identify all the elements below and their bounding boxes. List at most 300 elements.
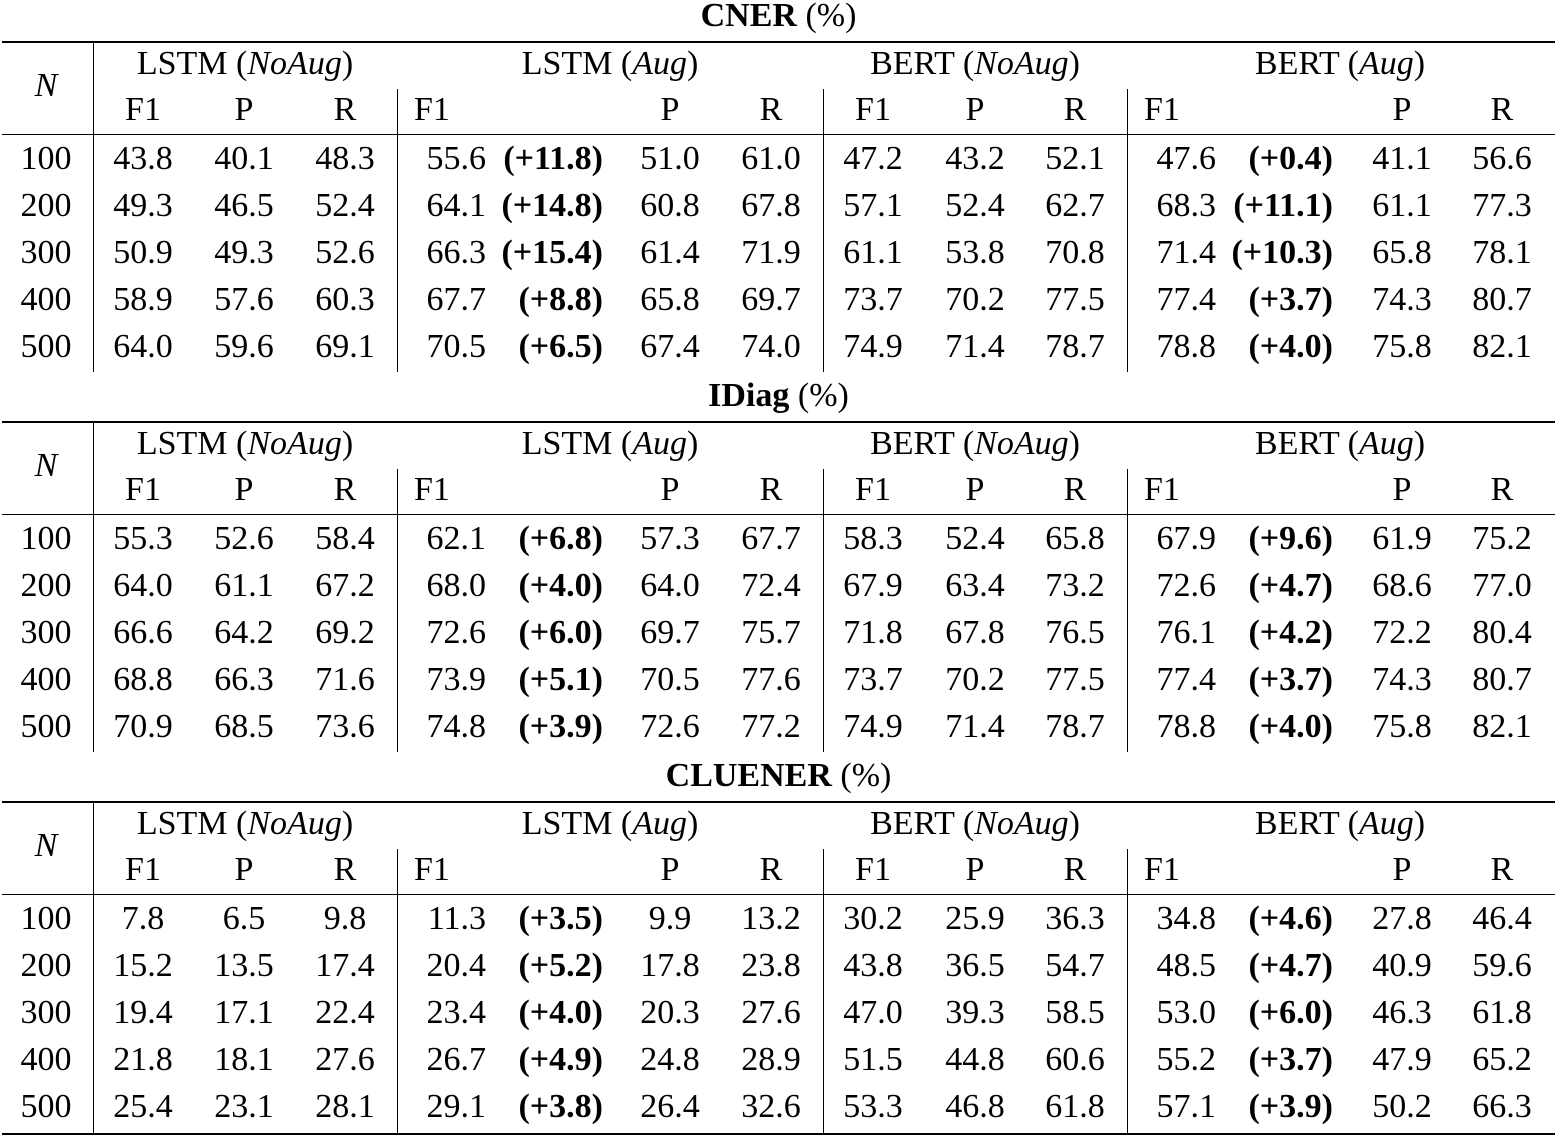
section-unit: (%) bbox=[840, 757, 892, 794]
metric-header: F1 bbox=[855, 91, 891, 128]
metric-value: 54.7 bbox=[1045, 947, 1105, 984]
metric-value: 57.1 bbox=[843, 187, 903, 224]
metric-value: 58.5 bbox=[1045, 994, 1105, 1031]
model-group-header: LSTM (Aug) bbox=[521, 45, 699, 82]
metric-header: P bbox=[965, 91, 985, 128]
delta-value: (+5.1) bbox=[518, 661, 603, 698]
delta-value: (+10.3) bbox=[1231, 234, 1333, 271]
metric-value: 27.8 bbox=[1372, 900, 1432, 937]
section-unit: (%) bbox=[797, 377, 849, 414]
model-group-header: LSTM (NoAug) bbox=[136, 45, 354, 82]
metric-value: 15.2 bbox=[113, 947, 173, 984]
metric-value: 46.8 bbox=[945, 1088, 1005, 1125]
metric-header: F1 bbox=[855, 851, 891, 888]
metric-value: 67.7 bbox=[426, 281, 486, 318]
model-group-header: LSTM (NoAug) bbox=[136, 425, 354, 462]
metric-header: P bbox=[1392, 851, 1412, 888]
metric-value: 78.8 bbox=[1156, 328, 1216, 365]
metric-value: 76.1 bbox=[1156, 614, 1216, 651]
metric-value: 20.3 bbox=[640, 994, 700, 1031]
metric-value: 53.8 bbox=[945, 234, 1005, 271]
n-value: 200 bbox=[20, 947, 72, 984]
delta-value: (+4.0) bbox=[1248, 328, 1333, 365]
metric-value: 82.1 bbox=[1472, 328, 1532, 365]
metric-value: 13.5 bbox=[214, 947, 274, 984]
model-variant: Aug bbox=[1358, 425, 1414, 462]
metric-header: R bbox=[1063, 471, 1087, 508]
metric-value: 66.6 bbox=[113, 614, 173, 651]
column-divider bbox=[1127, 89, 1128, 372]
metric-header: P bbox=[1392, 91, 1412, 128]
metric-value: 67.8 bbox=[945, 614, 1005, 651]
n-value: 500 bbox=[20, 1088, 72, 1125]
metric-value: 58.4 bbox=[315, 520, 375, 557]
metric-value: 74.9 bbox=[843, 328, 903, 365]
header-rule bbox=[2, 514, 1555, 515]
metric-value: 75.8 bbox=[1372, 328, 1432, 365]
metric-value: 55.2 bbox=[1156, 1041, 1216, 1078]
metric-value: 40.1 bbox=[214, 140, 274, 177]
metric-header: P bbox=[660, 851, 680, 888]
metric-value: 49.3 bbox=[214, 234, 274, 271]
metric-value: 61.0 bbox=[741, 140, 801, 177]
metric-value: 36.3 bbox=[1045, 900, 1105, 937]
metric-value: 71.8 bbox=[843, 614, 903, 651]
metric-value: 57.6 bbox=[214, 281, 274, 318]
metric-value: 67.4 bbox=[640, 328, 700, 365]
metric-value: 61.9 bbox=[1372, 520, 1432, 557]
metric-value: 66.3 bbox=[1472, 1088, 1532, 1125]
metric-value: 29.1 bbox=[426, 1088, 486, 1125]
section-title bbox=[0, 758, 1557, 794]
delta-value: (+3.9) bbox=[518, 708, 603, 745]
model-name: BERT bbox=[870, 805, 955, 842]
metric-header: P bbox=[1392, 471, 1412, 508]
metric-value: 47.9 bbox=[1372, 1041, 1432, 1078]
metric-value: 11.3 bbox=[427, 900, 486, 937]
metric-value: 70.2 bbox=[945, 661, 1005, 698]
metric-value: 50.2 bbox=[1372, 1088, 1432, 1125]
metric-value: 69.7 bbox=[741, 281, 801, 318]
delta-value: (+0.4) bbox=[1248, 140, 1333, 177]
metric-value: 67.2 bbox=[315, 567, 375, 604]
model-group-header: BERT (NoAug) bbox=[870, 425, 1080, 462]
metric-value: 73.7 bbox=[843, 281, 903, 318]
n-value: 200 bbox=[20, 187, 72, 224]
metric-value: 53.0 bbox=[1156, 994, 1216, 1031]
metric-value: 55.6 bbox=[426, 140, 486, 177]
delta-value: (+6.8) bbox=[518, 520, 603, 557]
model-group-header: LSTM (Aug) bbox=[521, 425, 699, 462]
model-group-header: BERT (NoAug) bbox=[870, 45, 1080, 82]
metric-value: 47.0 bbox=[843, 994, 903, 1031]
metric-value: 75.8 bbox=[1372, 708, 1432, 745]
metric-value: 34.8 bbox=[1156, 900, 1216, 937]
metric-value: 78.7 bbox=[1045, 708, 1105, 745]
table-section-idiag bbox=[0, 377, 1557, 760]
metric-value: 9.9 bbox=[648, 900, 692, 937]
metric-value: 23.8 bbox=[741, 947, 801, 984]
metric-value: 52.4 bbox=[315, 187, 375, 224]
metric-value: 61.4 bbox=[640, 234, 700, 271]
model-variant: Aug bbox=[632, 425, 687, 462]
metric-value: 77.5 bbox=[1045, 661, 1105, 698]
metric-value: 64.0 bbox=[113, 328, 173, 365]
metric-value: 61.8 bbox=[1472, 994, 1532, 1031]
metric-header: F1 bbox=[1144, 471, 1180, 508]
metric-value: 44.8 bbox=[945, 1041, 1005, 1078]
metric-value: 17.4 bbox=[315, 947, 375, 984]
metric-value: 58.9 bbox=[113, 281, 173, 318]
section-name: CNER bbox=[700, 0, 797, 34]
metric-value: 63.4 bbox=[945, 567, 1005, 604]
delta-value: (+3.8) bbox=[518, 1088, 603, 1125]
model-name: BERT bbox=[1254, 805, 1340, 842]
n-value: 500 bbox=[20, 708, 72, 745]
metric-value: 6.5 bbox=[222, 900, 266, 937]
metric-value: 61.1 bbox=[1372, 187, 1432, 224]
metric-value: 80.7 bbox=[1472, 661, 1532, 698]
metric-header: F1 bbox=[855, 471, 891, 508]
n-header: N bbox=[34, 827, 58, 864]
metric-value: 65.8 bbox=[1045, 520, 1105, 557]
metric-header: R bbox=[1490, 471, 1514, 508]
metric-value: 69.2 bbox=[315, 614, 375, 651]
model-group-header: LSTM (NoAug) bbox=[136, 805, 354, 842]
metric-header: R bbox=[333, 91, 357, 128]
metric-value: 46.5 bbox=[214, 187, 274, 224]
metric-value: 67.8 bbox=[741, 187, 801, 224]
n-header: N bbox=[34, 67, 58, 104]
n-header: N bbox=[34, 447, 58, 484]
top-rule bbox=[2, 801, 1555, 803]
delta-value: (+3.7) bbox=[1248, 661, 1333, 698]
model-name: LSTM bbox=[136, 425, 228, 462]
n-value: 300 bbox=[20, 614, 72, 651]
metric-value: 73.7 bbox=[843, 661, 903, 698]
model-group-header: LSTM (Aug) bbox=[521, 805, 699, 842]
model-group-header: BERT (Aug) bbox=[1254, 45, 1426, 82]
metric-value: 67.9 bbox=[1156, 520, 1216, 557]
metric-value: 77.4 bbox=[1156, 661, 1216, 698]
metric-header: R bbox=[333, 851, 357, 888]
metric-value: 43.8 bbox=[113, 140, 173, 177]
metric-value: 60.3 bbox=[315, 281, 375, 318]
metric-value: 7.8 bbox=[121, 900, 165, 937]
column-divider bbox=[93, 802, 94, 1133]
metric-value: 52.6 bbox=[315, 234, 375, 271]
n-value: 500 bbox=[20, 328, 72, 365]
delta-value: (+3.9) bbox=[1248, 1088, 1333, 1125]
metric-header: F1 bbox=[1144, 91, 1180, 128]
metric-value: 26.7 bbox=[426, 1041, 486, 1078]
metric-value: 55.3 bbox=[113, 520, 173, 557]
metric-value: 25.4 bbox=[113, 1088, 173, 1125]
metric-header: F1 bbox=[1144, 851, 1180, 888]
metric-value: 17.8 bbox=[640, 947, 700, 984]
n-value: 100 bbox=[20, 520, 72, 557]
model-name: LSTM bbox=[136, 45, 228, 82]
metric-value: 76.5 bbox=[1045, 614, 1105, 651]
metric-value: 69.7 bbox=[640, 614, 700, 651]
metric-value: 72.2 bbox=[1372, 614, 1432, 651]
model-name: LSTM bbox=[521, 45, 613, 82]
metric-value: 27.6 bbox=[741, 994, 801, 1031]
column-divider bbox=[93, 42, 94, 372]
metric-value: 30.2 bbox=[843, 900, 903, 937]
delta-value: (+4.6) bbox=[1248, 900, 1333, 937]
model-variant: Aug bbox=[632, 805, 687, 842]
model-variant: Aug bbox=[1358, 45, 1414, 82]
model-name: BERT bbox=[1254, 45, 1340, 82]
metric-value: 61.1 bbox=[214, 567, 274, 604]
n-value: 400 bbox=[20, 281, 72, 318]
metric-header: R bbox=[759, 851, 783, 888]
delta-value: (+3.7) bbox=[1248, 1041, 1333, 1078]
metric-header: P bbox=[234, 471, 254, 508]
model-group-header: BERT (Aug) bbox=[1254, 425, 1426, 462]
delta-value: (+4.2) bbox=[1248, 614, 1333, 651]
metric-value: 52.4 bbox=[945, 520, 1005, 557]
metric-value: 71.4 bbox=[1156, 234, 1216, 271]
metric-value: 28.1 bbox=[315, 1088, 375, 1125]
header-rule bbox=[2, 134, 1555, 135]
metric-value: 47.6 bbox=[1156, 140, 1216, 177]
metric-value: 48.5 bbox=[1156, 947, 1216, 984]
top-rule bbox=[2, 421, 1555, 423]
metric-header: R bbox=[1490, 91, 1514, 128]
column-divider bbox=[1127, 849, 1128, 1133]
metric-value: 43.8 bbox=[843, 947, 903, 984]
metric-value: 28.9 bbox=[741, 1041, 801, 1078]
metric-value: 77.2 bbox=[741, 708, 801, 745]
n-value: 100 bbox=[20, 900, 72, 937]
metric-value: 56.6 bbox=[1472, 140, 1532, 177]
metric-value: 74.9 bbox=[843, 708, 903, 745]
metric-value: 60.8 bbox=[640, 187, 700, 224]
metric-value: 68.6 bbox=[1372, 567, 1432, 604]
metric-value: 78.8 bbox=[1156, 708, 1216, 745]
metric-value: 23.4 bbox=[426, 994, 486, 1031]
delta-value: (+5.2) bbox=[518, 947, 603, 984]
n-value: 300 bbox=[20, 234, 72, 271]
table-section-cner bbox=[0, 0, 1557, 380]
delta-value: (+4.0) bbox=[518, 994, 603, 1031]
metric-header: R bbox=[1063, 91, 1087, 128]
column-divider bbox=[1127, 469, 1128, 752]
column-divider bbox=[397, 469, 398, 752]
metric-value: 74.8 bbox=[426, 708, 486, 745]
metric-value: 66.3 bbox=[426, 234, 486, 271]
column-divider bbox=[397, 89, 398, 372]
metric-value: 43.2 bbox=[945, 140, 1005, 177]
n-value: 400 bbox=[20, 1041, 72, 1078]
metric-value: 64.1 bbox=[426, 187, 486, 224]
metric-value: 49.3 bbox=[113, 187, 173, 224]
metric-value: 20.4 bbox=[426, 947, 486, 984]
metric-header: P bbox=[660, 91, 680, 128]
column-divider bbox=[823, 469, 824, 752]
bottom-rule bbox=[2, 1133, 1555, 1135]
model-variant: NoAug bbox=[247, 425, 342, 462]
metric-value: 64.0 bbox=[113, 567, 173, 604]
delta-value: (+9.6) bbox=[1248, 520, 1333, 557]
metric-value: 47.2 bbox=[843, 140, 903, 177]
top-rule bbox=[2, 41, 1555, 43]
metric-value: 19.4 bbox=[113, 994, 173, 1031]
metric-value: 40.9 bbox=[1372, 947, 1432, 984]
metric-value: 71.4 bbox=[945, 328, 1005, 365]
metric-value: 80.4 bbox=[1472, 614, 1532, 651]
model-group-header: BERT (NoAug) bbox=[870, 805, 1080, 842]
metric-value: 52.1 bbox=[1045, 140, 1105, 177]
metric-value: 68.3 bbox=[1156, 187, 1216, 224]
model-variant: NoAug bbox=[247, 45, 342, 82]
metric-value: 51.5 bbox=[843, 1041, 903, 1078]
metric-value: 70.9 bbox=[113, 708, 173, 745]
n-value: 400 bbox=[20, 661, 72, 698]
delta-value: (+3.5) bbox=[518, 900, 603, 937]
metric-value: 24.8 bbox=[640, 1041, 700, 1078]
metric-value: 64.0 bbox=[640, 567, 700, 604]
metric-value: 77.0 bbox=[1472, 567, 1532, 604]
delta-value: (+8.8) bbox=[518, 281, 603, 318]
model-variant: NoAug bbox=[974, 805, 1069, 842]
metric-value: 25.9 bbox=[945, 900, 1005, 937]
metric-value: 26.4 bbox=[640, 1088, 700, 1125]
metric-header: R bbox=[1063, 851, 1087, 888]
metric-value: 62.1 bbox=[426, 520, 486, 557]
metric-value: 68.0 bbox=[426, 567, 486, 604]
section-name: IDiag bbox=[708, 377, 790, 414]
delta-value: (+14.8) bbox=[501, 187, 603, 224]
metric-value: 77.5 bbox=[1045, 281, 1105, 318]
metric-value: 78.7 bbox=[1045, 328, 1105, 365]
model-name: BERT bbox=[1254, 425, 1340, 462]
metric-value: 72.4 bbox=[741, 567, 801, 604]
model-variant: NoAug bbox=[974, 425, 1069, 462]
delta-value: (+4.7) bbox=[1248, 947, 1333, 984]
metric-value: 71.9 bbox=[741, 234, 801, 271]
n-value: 200 bbox=[20, 567, 72, 604]
metric-header: F1 bbox=[125, 91, 161, 128]
delta-value: (+11.1) bbox=[1233, 187, 1333, 224]
metric-value: 39.3 bbox=[945, 994, 1005, 1031]
header-rule bbox=[2, 894, 1555, 895]
model-variant: Aug bbox=[1358, 805, 1414, 842]
delta-value: (+6.0) bbox=[518, 614, 603, 651]
model-name: BERT bbox=[870, 45, 955, 82]
metric-header: F1 bbox=[414, 91, 450, 128]
section-unit: (%) bbox=[805, 0, 857, 34]
column-divider bbox=[823, 89, 824, 372]
metric-value: 61.1 bbox=[843, 234, 903, 271]
model-variant: NoAug bbox=[974, 45, 1069, 82]
delta-value: (+6.5) bbox=[518, 328, 603, 365]
metric-value: 9.8 bbox=[323, 900, 367, 937]
delta-value: (+6.0) bbox=[1248, 994, 1333, 1031]
metric-value: 82.1 bbox=[1472, 708, 1532, 745]
metric-value: 17.1 bbox=[214, 994, 274, 1031]
metric-value: 53.3 bbox=[843, 1088, 903, 1125]
metric-value: 52.6 bbox=[214, 520, 274, 557]
metric-header: P bbox=[965, 851, 985, 888]
metric-value: 70.8 bbox=[1045, 234, 1105, 271]
delta-value: (+4.7) bbox=[1248, 567, 1333, 604]
metric-header: F1 bbox=[414, 471, 450, 508]
model-variant: NoAug bbox=[247, 805, 342, 842]
metric-header: P bbox=[234, 91, 254, 128]
model-variant: Aug bbox=[632, 45, 687, 82]
column-divider bbox=[823, 849, 824, 1133]
metric-value: 69.1 bbox=[315, 328, 375, 365]
metric-header: F1 bbox=[125, 471, 161, 508]
metric-value: 66.3 bbox=[214, 661, 274, 698]
metric-value: 36.5 bbox=[945, 947, 1005, 984]
metric-value: 52.4 bbox=[945, 187, 1005, 224]
delta-value: (+4.0) bbox=[518, 567, 603, 604]
metric-header: P bbox=[965, 471, 985, 508]
metric-header: P bbox=[660, 471, 680, 508]
metric-value: 73.6 bbox=[315, 708, 375, 745]
metric-value: 70.5 bbox=[640, 661, 700, 698]
metric-value: 46.3 bbox=[1372, 994, 1432, 1031]
metric-value: 32.6 bbox=[741, 1088, 801, 1125]
metric-value: 65.2 bbox=[1472, 1041, 1532, 1078]
metric-value: 74.3 bbox=[1372, 661, 1432, 698]
metric-value: 61.8 bbox=[1045, 1088, 1105, 1125]
metric-value: 77.4 bbox=[1156, 281, 1216, 318]
metric-value: 58.3 bbox=[843, 520, 903, 557]
metric-value: 65.8 bbox=[640, 281, 700, 318]
model-name: LSTM bbox=[521, 805, 613, 842]
metric-value: 70.5 bbox=[426, 328, 486, 365]
metric-value: 41.1 bbox=[1372, 140, 1432, 177]
metric-value: 77.3 bbox=[1472, 187, 1532, 224]
metric-header: P bbox=[234, 851, 254, 888]
section-title bbox=[0, 0, 1557, 34]
metric-value: 13.2 bbox=[741, 900, 801, 937]
metric-value: 64.2 bbox=[214, 614, 274, 651]
metric-value: 71.4 bbox=[945, 708, 1005, 745]
metric-value: 51.0 bbox=[640, 140, 700, 177]
metric-value: 60.6 bbox=[1045, 1041, 1105, 1078]
metric-value: 46.4 bbox=[1472, 900, 1532, 937]
metric-value: 18.1 bbox=[214, 1041, 274, 1078]
delta-value: (+3.7) bbox=[1248, 281, 1333, 318]
metric-value: 50.9 bbox=[113, 234, 173, 271]
delta-value: (+15.4) bbox=[501, 234, 603, 271]
metric-value: 23.1 bbox=[214, 1088, 274, 1125]
metric-value: 57.3 bbox=[640, 520, 700, 557]
model-name: BERT bbox=[870, 425, 955, 462]
metric-value: 27.6 bbox=[315, 1041, 375, 1078]
column-divider bbox=[397, 849, 398, 1133]
metric-header: F1 bbox=[414, 851, 450, 888]
metric-value: 67.7 bbox=[741, 520, 801, 557]
metric-value: 75.7 bbox=[741, 614, 801, 651]
metric-value: 62.7 bbox=[1045, 187, 1105, 224]
metric-value: 73.2 bbox=[1045, 567, 1105, 604]
metric-value: 72.6 bbox=[640, 708, 700, 745]
metric-value: 70.2 bbox=[945, 281, 1005, 318]
metric-value: 67.9 bbox=[843, 567, 903, 604]
table-section-cluener bbox=[0, 757, 1557, 1140]
metric-value: 73.9 bbox=[426, 661, 486, 698]
metric-value: 22.4 bbox=[315, 994, 375, 1031]
column-divider bbox=[93, 422, 94, 752]
n-value: 300 bbox=[20, 994, 72, 1031]
